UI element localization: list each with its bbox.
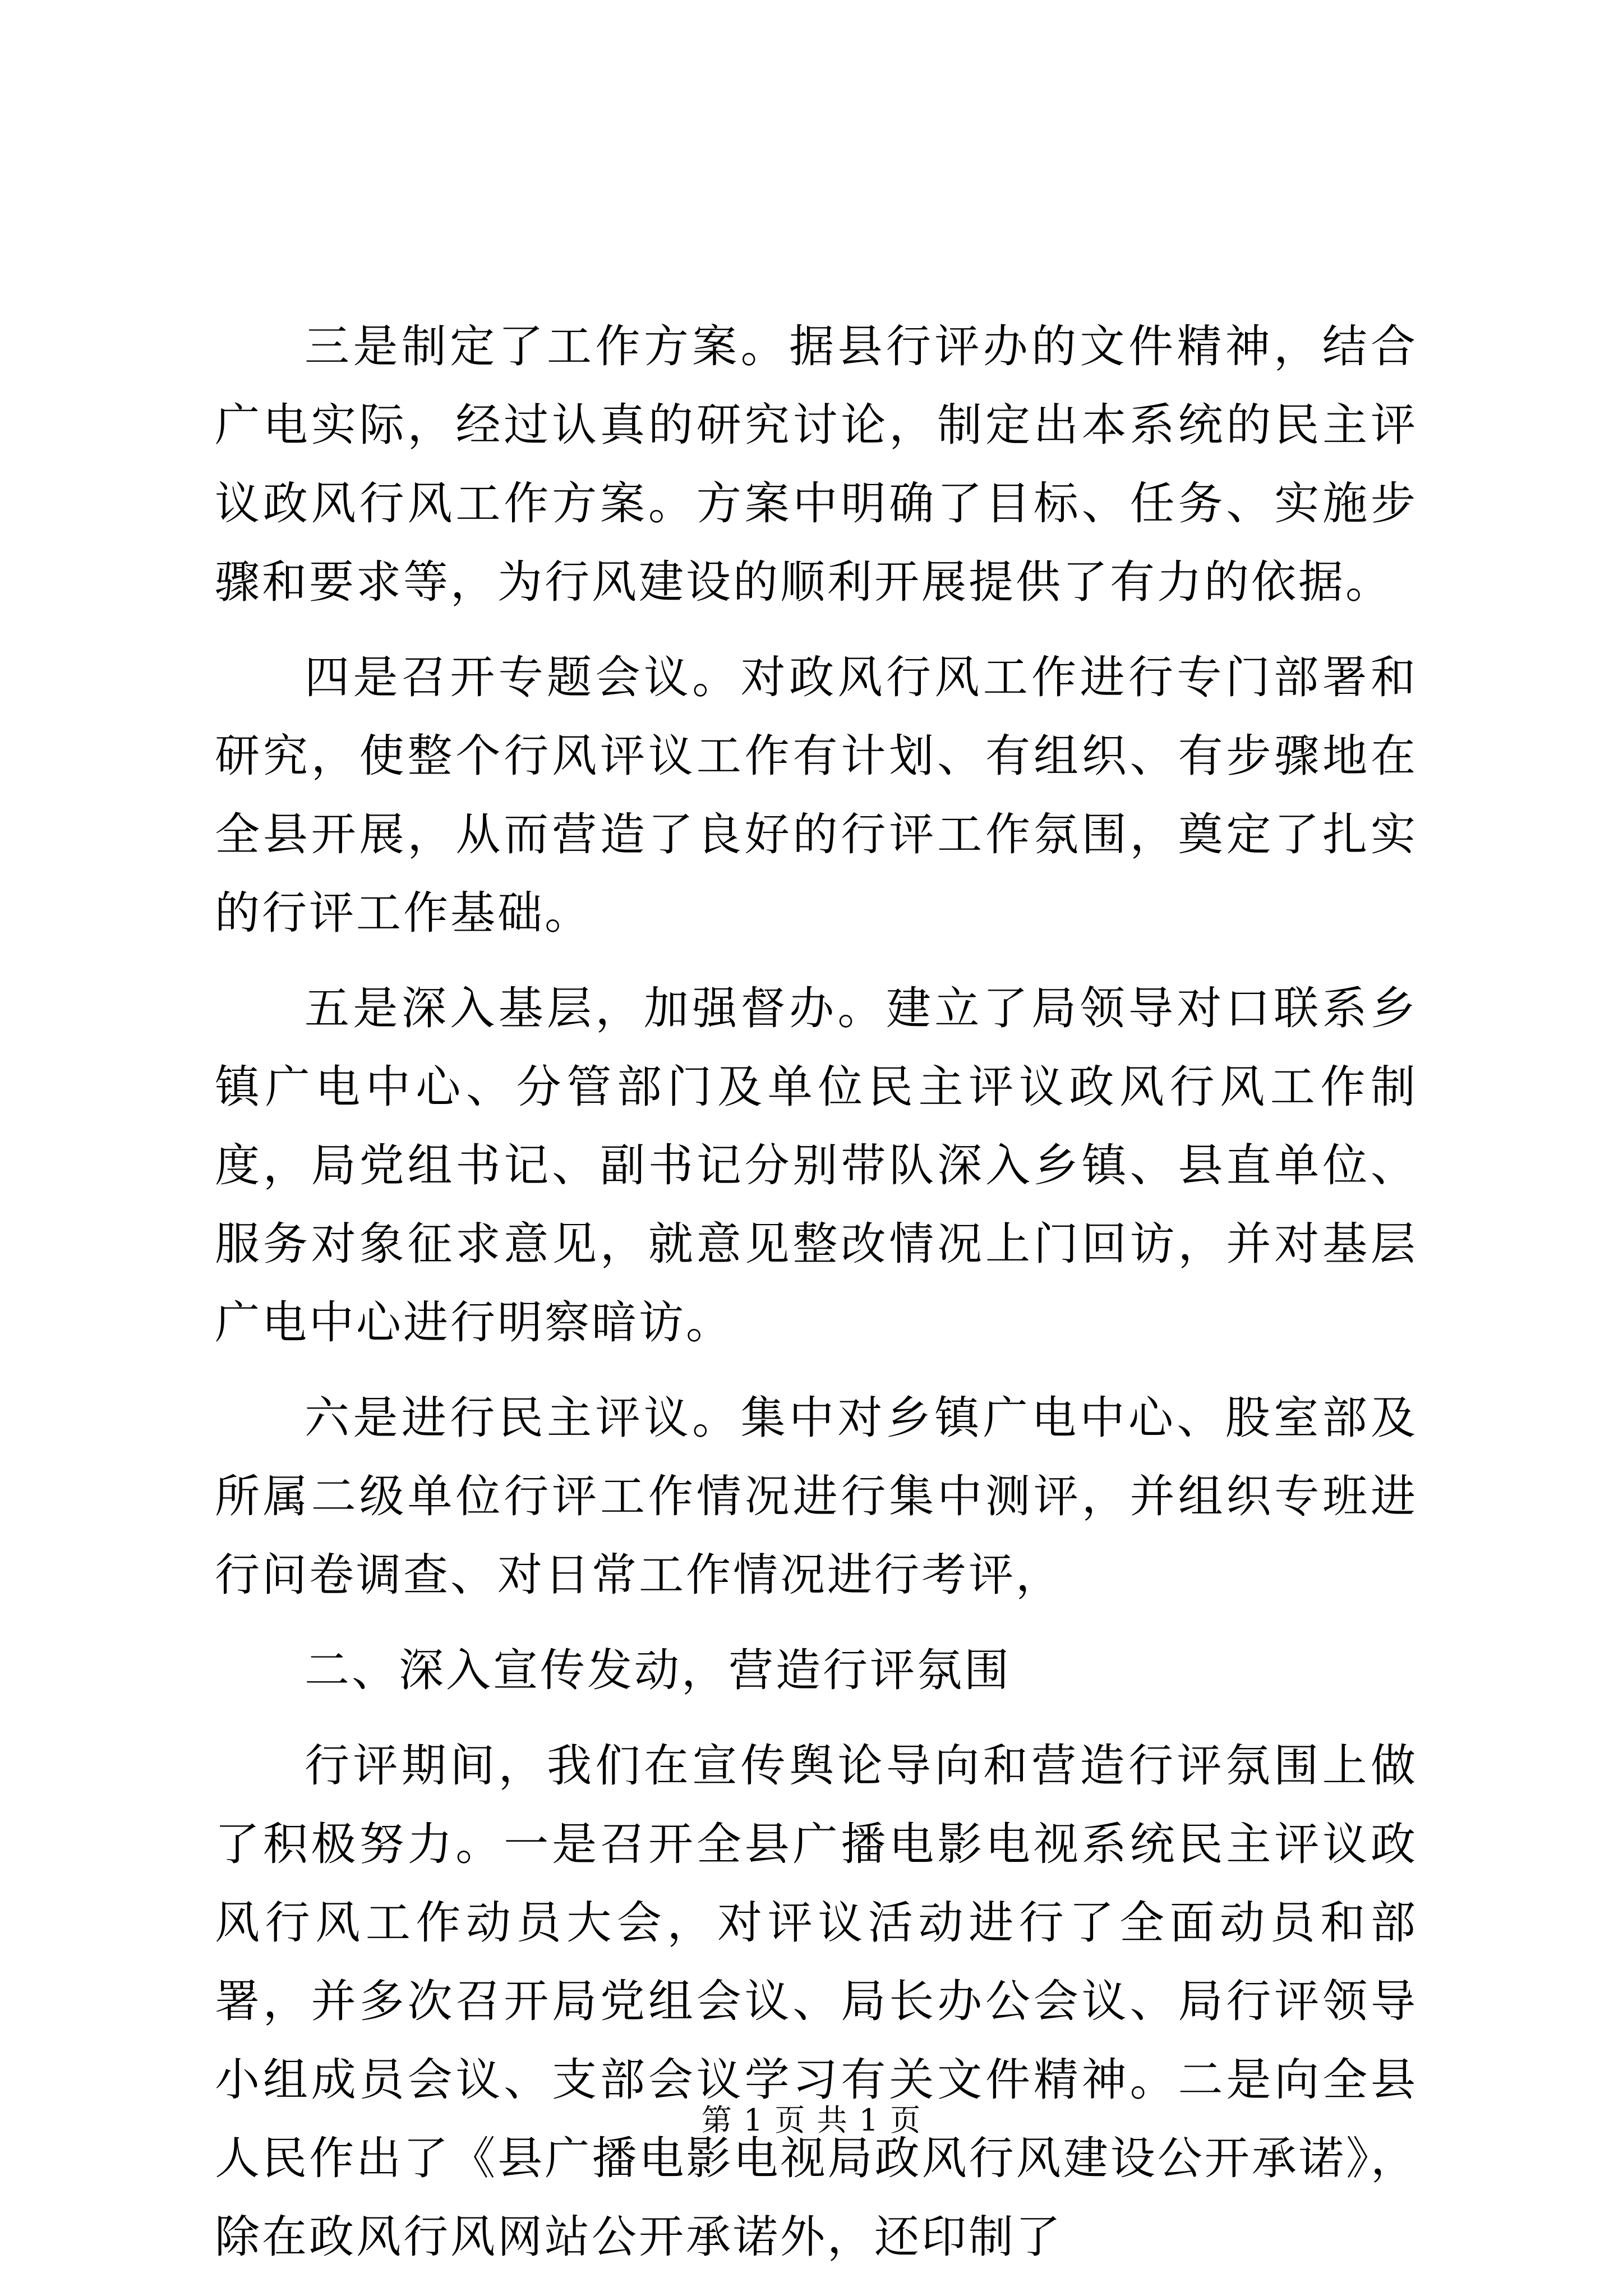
paragraph-special-meeting: 四是召开专题会议。对政风行风工作进行专门部署和研究，使整个行风评议工作有计划、有组织、有步骤地在全县开展，从而营造了良好的行评工作氛围，奠定了扎实的行评工作基础。: [215, 651, 1418, 939]
section-heading: 二、深入宣传发动，营造行评氛围: [305, 1644, 1011, 1696]
page-footer: 第 1 页 共 1 页: [701, 2102, 922, 2138]
paragraph-publicity: 行评期间，我们在宣传舆论导向和营造行评氛围上做了积极努力。一是召开全县广播电影电视系统民主评议政风行风工作动员大会，对评议活动进行了全面动员和部署，并多次召开局党组会议、局长办公会议、局行评领导小组成员会议、支部会议学习有关文件精神。二是向全县人民作出了《县广播电影电视局政风行风建设公开承诺》，除在政风行风网站公开承诺外，还印制了: [215, 1740, 1418, 2263]
paragraph-work-plan: 三是制定了工作方案。据县行评办的文件精神，结合广电实际，经过认真的研究讨论，制定出本系统的民主评议政风行风工作方案。方案中明确了目标、任务、实施步骤和要求等，为行风建设的顺利开展提供了有力的依据。: [215, 320, 1418, 608]
paragraph-grassroots-supervision: 五是深入基层，加强督办。建立了局领导对口联系乡镇广电中心、分管部门及单位民主评议政风行风工作制度，局党组书记、副书记分别带队深入乡镇、县直单位、服务对象征求意见，就意见整改情况上门回访，并对基层广电中心进行明察暗访。: [215, 982, 1418, 1349]
paragraph-democratic-review: 六是进行民主评议。集中对乡镇广电中心、股室部及所属二级单位行评工作情况进行集中测评，并组织专班进行问卷调查、对日常工作情况进行考评，: [215, 1392, 1418, 1601]
document-body: [215, 307, 1418, 2293]
